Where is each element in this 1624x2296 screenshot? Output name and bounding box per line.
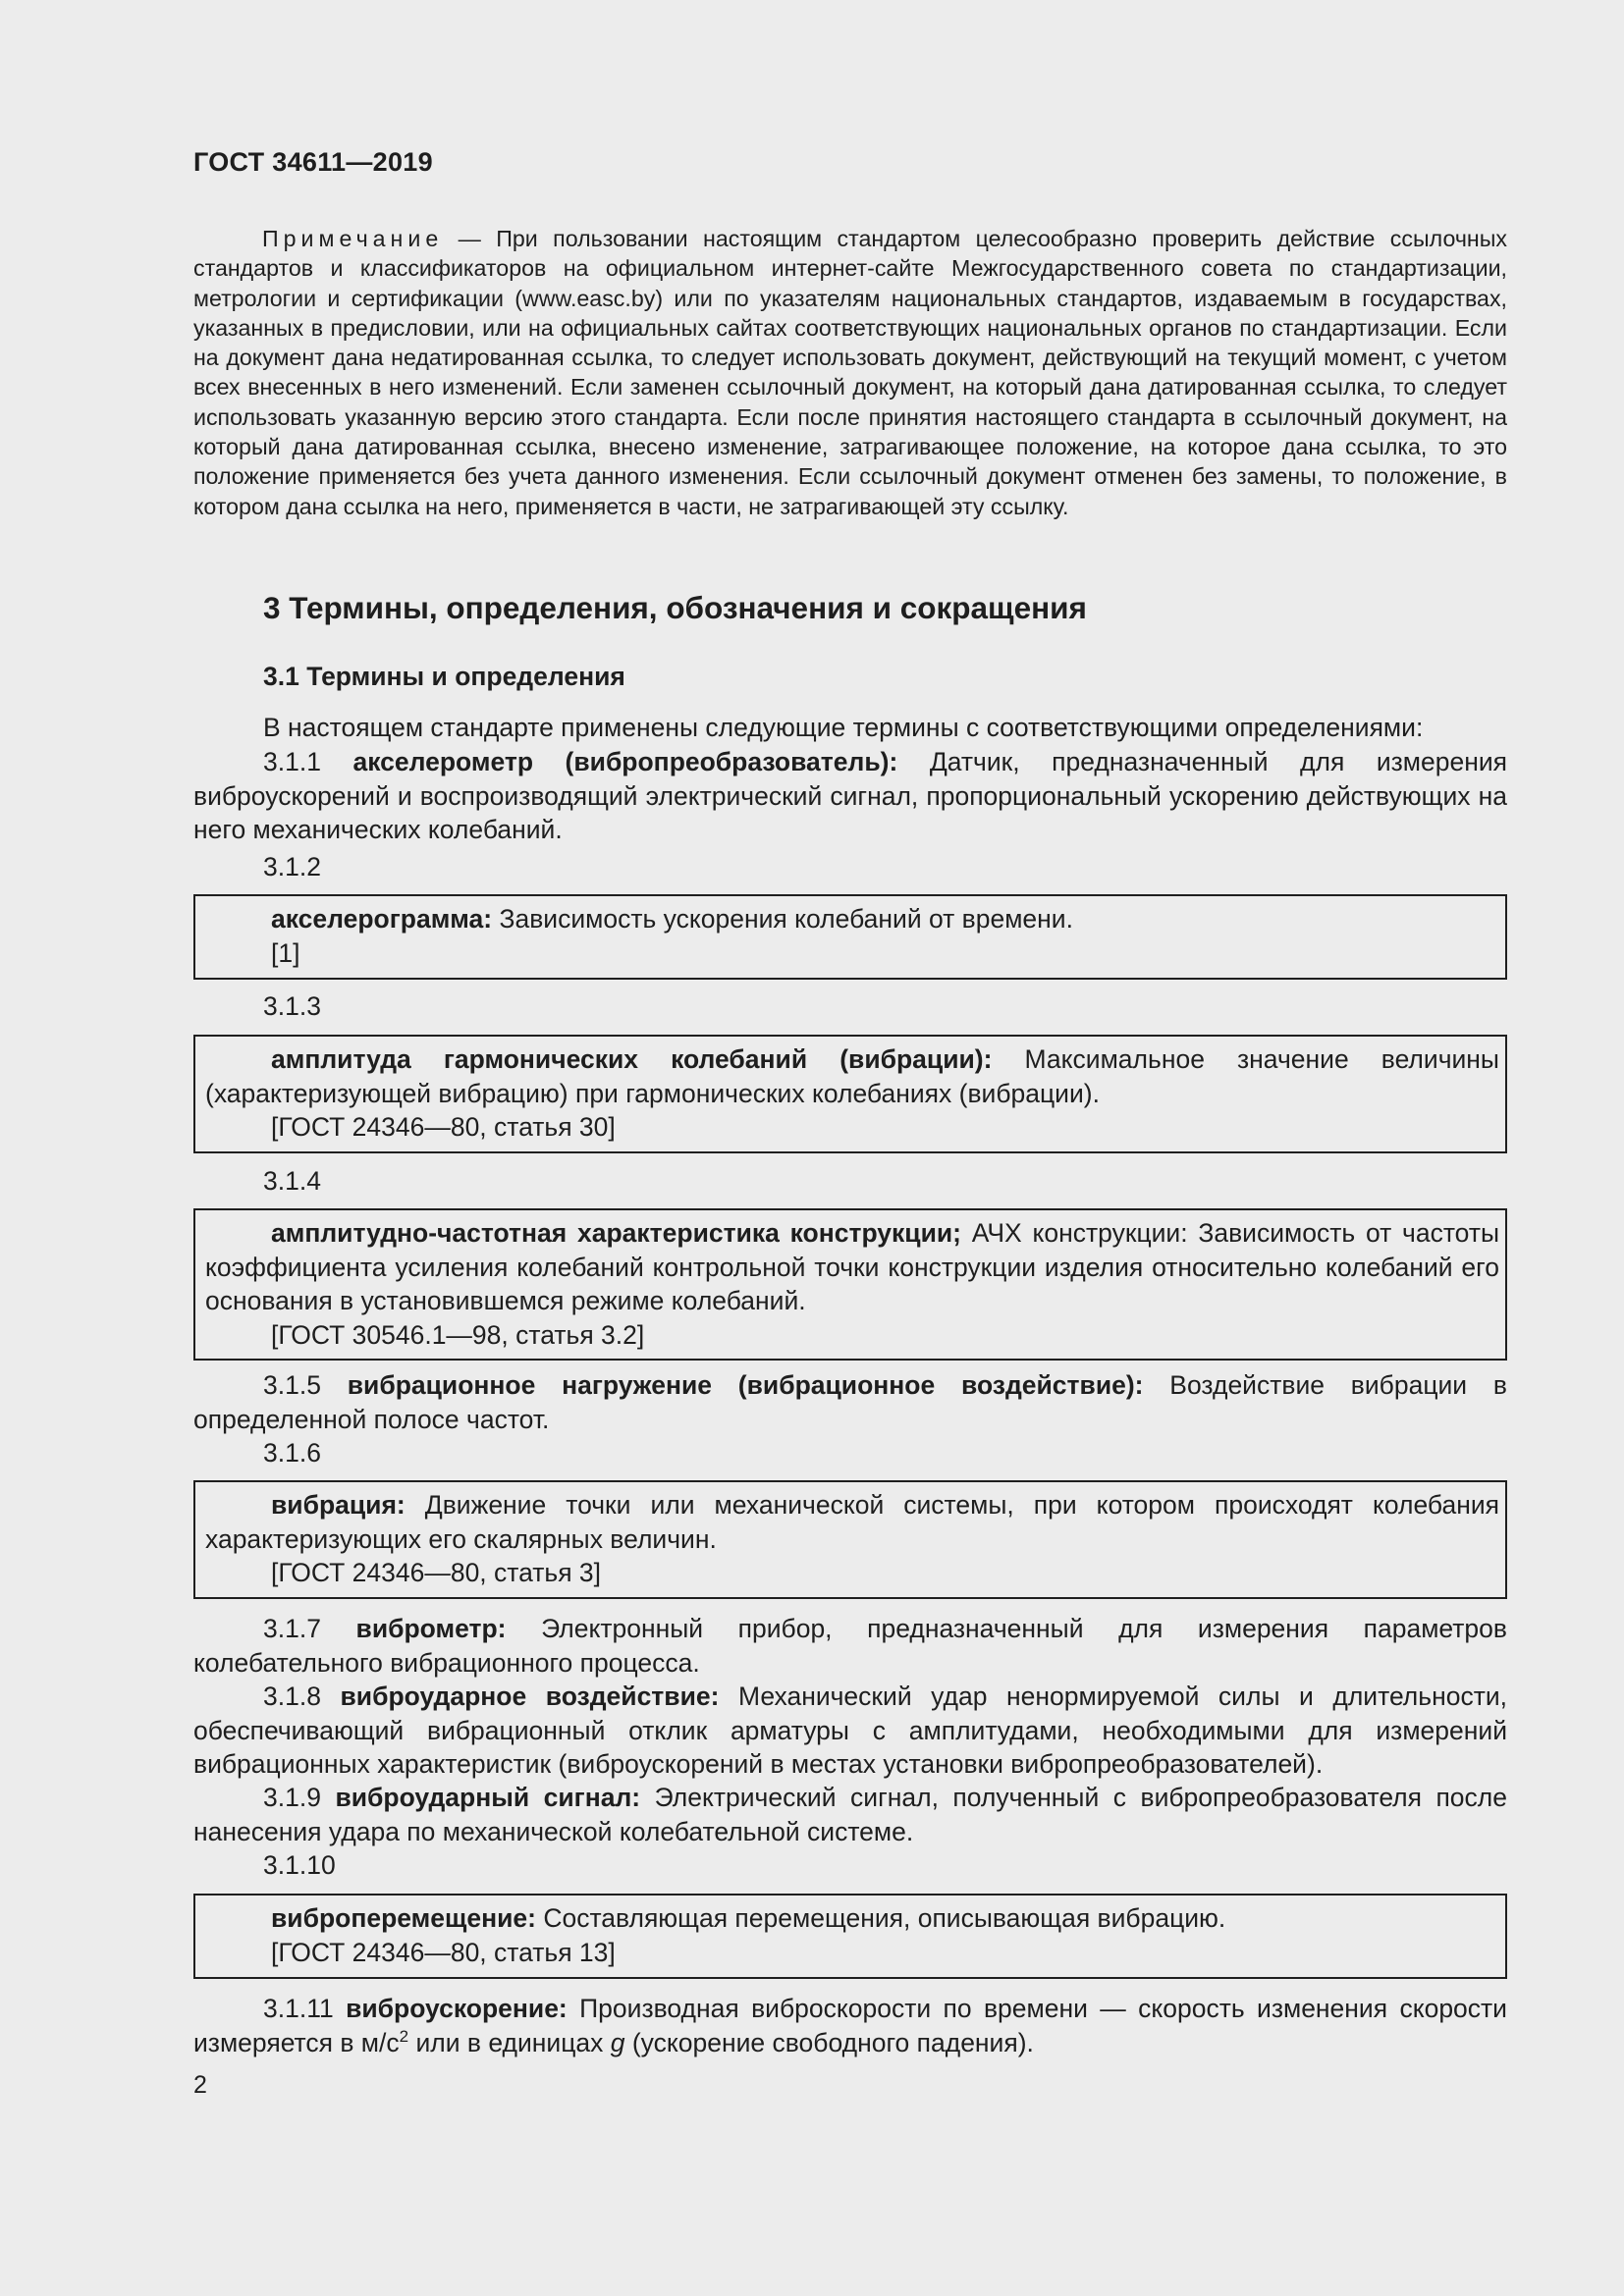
term-name: виброперемещение: bbox=[271, 1903, 536, 1933]
term-name: вибрация: bbox=[271, 1490, 406, 1520]
term-definition: Движение точки или механической системы, при котором происходят колебания характеризующих его скалярных величин. bbox=[205, 1490, 1499, 1554]
term-3-1-8 bbox=[193, 1680, 1507, 1782]
term-name: амплитудно-частотная характеристика конструкции; bbox=[271, 1218, 962, 1248]
term-source-ref: [ГОСТ 30546.1—98, статья 3.2] bbox=[271, 1319, 645, 1350]
term-box-3-1-2 bbox=[193, 894, 1507, 980]
term-3-1-5 bbox=[193, 1368, 1507, 1436]
term-definition-part-1: Производная виброскорости по времени — скорость изменения скорости измеряется в м/с bbox=[193, 1994, 1507, 2057]
term-definition: АЧХ конструкции: Зависимость от частоты коэффициента усиления колебаний контрольной точки конструкции изделия относительно колебаний его основания в установившемся режиме колебаний. bbox=[205, 1218, 1500, 1315]
term-definition: Максимальное значение величины (характеризующей вибрацию) при гармонических колебаниях (вибрации). bbox=[205, 1044, 1499, 1108]
term-source-ref: [ГОСТ 24346—80, статья 3] bbox=[271, 1558, 602, 1587]
superscript-exponent: 2 bbox=[399, 2026, 409, 2046]
reference-note bbox=[193, 224, 1507, 521]
term-name: виброударный сигнал: bbox=[335, 1783, 641, 1812]
document-code-header: ГОСТ 34611—2019 bbox=[193, 147, 433, 177]
term-3-1-11 bbox=[193, 1992, 1507, 2059]
term-3-1-7 bbox=[193, 1612, 1507, 1680]
term-number: 3.1.11 bbox=[263, 1994, 334, 2023]
term-name: вибрационное нагружение (вибрационное воздействие): bbox=[347, 1370, 1144, 1400]
term-source-ref: [ГОСТ 24346—80, статья 13] bbox=[271, 1937, 616, 1967]
section-intro: В настоящем стандарте применены следующие термины с соответствующими определениями: bbox=[263, 713, 1424, 742]
term-number: 3.1.1 bbox=[263, 747, 321, 776]
page-number: 2 bbox=[193, 2071, 207, 2099]
term-name: виброускорение: bbox=[346, 1994, 568, 2023]
term-definition: Датчик, предназначенный для измерения виброускорений и воспроизводящий электрический сигнал, пропорциональный ускорению действующих на него механических колебаний. bbox=[193, 747, 1507, 844]
term-source-ref: [1] bbox=[271, 937, 300, 968]
term-box-3-1-3 bbox=[193, 1035, 1507, 1153]
note-lead: Примечание bbox=[262, 226, 444, 251]
term-3-1-9 bbox=[193, 1781, 1507, 1848]
term-source-ref: [ГОСТ 24346—80, статья 30] bbox=[271, 1112, 616, 1142]
term-number: 3.1.5 bbox=[263, 1370, 321, 1400]
term-number-3-1-6: 3.1.6 bbox=[263, 1438, 321, 1468]
gravity-symbol: g bbox=[610, 2027, 625, 2057]
term-name: виброударное воздействие: bbox=[340, 1682, 720, 1711]
term-definition: Электрический сигнал, полученный с вибропреобразователя после нанесения удара по механической колебательной системе. bbox=[193, 1783, 1508, 1846]
term-name: акселерометр (вибропреобразователь): bbox=[352, 747, 898, 776]
term-name: акселерограмма: bbox=[271, 904, 493, 934]
term-number: 3.1.9 bbox=[263, 1783, 321, 1812]
term-definition-part-3: (ускорение свободного падения). bbox=[624, 2027, 1034, 2057]
term-definition: Составляющая перемещения, описывающая вибрацию. bbox=[535, 1903, 1226, 1933]
term-definition: Воздействие вибрации в определенной полосе частот. bbox=[193, 1370, 1507, 1434]
term-3-1-1 bbox=[193, 745, 1507, 847]
subsection-heading: 3.1 Термины и определения bbox=[263, 662, 625, 691]
term-box-3-1-4 bbox=[193, 1208, 1507, 1361]
term-number-3-1-4: 3.1.4 bbox=[263, 1166, 321, 1196]
term-box-3-1-6 bbox=[193, 1480, 1507, 1599]
section-heading: 3 Термины, определения, обозначения и сокращения bbox=[263, 590, 1087, 625]
term-number: 3.1.7 bbox=[263, 1614, 321, 1643]
term-box-3-1-10 bbox=[193, 1894, 1507, 1979]
note-text: — При пользовании настоящим стандартом целесообразно проверить действие ссылочных стандартов и классификаторов на официальном интернет-сайте Межгосударственного совета по стандартизации, метрологии и сертификации (www.easc.by) или по указателям национальных стандартов, издаваемым в государствах, указанных в предисловии, или на официальных сайтах соответствующих национальных органов по стандартизации. Если на документ дана недатированная ссылка, то следует использовать документ, действующий на текущий момент, с учетом всех внесенных в него изменений. Если заменен ссылочный документ, на который дана датированная ссылка, то следует использовать указанную версию этого стандарта. Если после принятия настоящего стандарта в ссылочный документ, на который дана датированная ссылка, внесено изменение, затрагивающее положение, на которое дана ссылка, то это положение применяется без учета данного изменения. Если ссылочный документ отменен без замены, то положение, в котором дана ссылка на него, применяется в части, не затрагивающей эту ссылку. bbox=[193, 226, 1507, 519]
term-name: виброметр: bbox=[355, 1614, 507, 1643]
term-number-3-1-2: 3.1.2 bbox=[263, 852, 321, 881]
term-definition-part-2: или в единицах bbox=[408, 2027, 611, 2057]
term-definition: Электронный прибор, предназначенный для измерения параметров колебательного вибрационного процесса. bbox=[193, 1614, 1507, 1678]
term-definition: Механический удар ненормируемой силы и длительности, обеспечивающий вибрационный отклик арматуры с амплитудами, необходимыми для измерений вибрационных характеристик (виброускорений в местах установки вибропреобразователей). bbox=[193, 1682, 1507, 1779]
term-definition: Зависимость ускорения колебаний от времени. bbox=[492, 904, 1073, 934]
term-name: амплитуда гармонических колебаний (вибрации): bbox=[271, 1044, 993, 1074]
term-number-3-1-3: 3.1.3 bbox=[263, 991, 321, 1021]
term-number: 3.1.8 bbox=[263, 1682, 321, 1711]
term-number-3-1-10: 3.1.10 bbox=[263, 1850, 336, 1880]
